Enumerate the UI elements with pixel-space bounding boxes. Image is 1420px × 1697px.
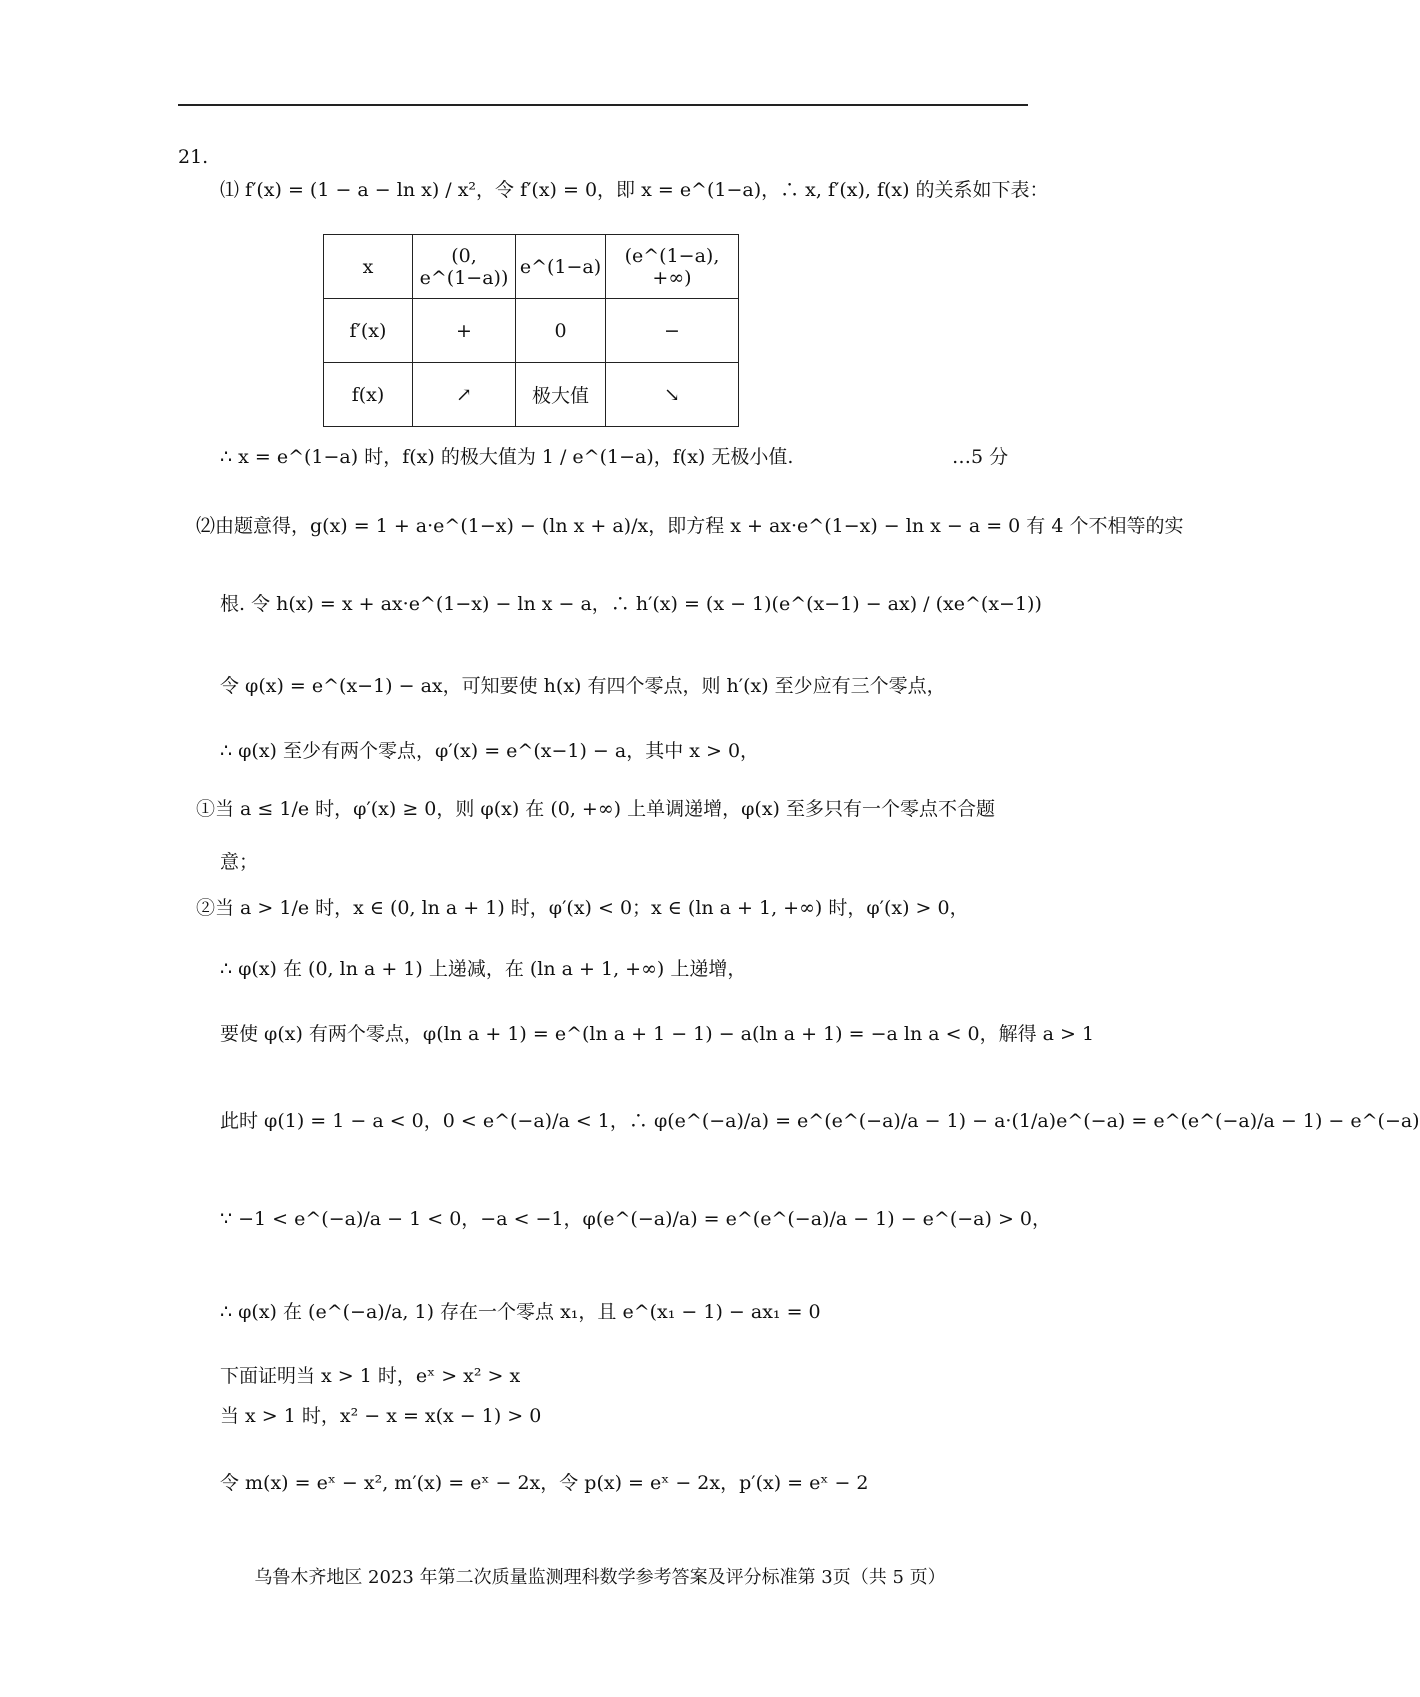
part2-line: ②当 a > 1/e 时，x ∈ (0, ln a + 1) 时，φ′(x) < 0；x ∈ (ln a + 1, +∞) 时，φ′(x) > 0， (196, 897, 969, 919)
page-footer: 乌鲁木齐地区 2023 年第二次质量监测理科数学参考答案及评分标准第 3页（共 5 页） (254, 1567, 946, 1588)
monotonicity-table (323, 234, 739, 427)
header-rule (178, 104, 1028, 106)
table-row (324, 363, 739, 427)
part2-line: ①当 a ≤ 1/e 时，φ′(x) ≥ 0，则 φ(x) 在 (0, +∞) 上单调递增，φ(x) 至多只有一个零点不合题 (196, 798, 996, 820)
table-row (324, 235, 739, 299)
table-cell: + (413, 299, 516, 363)
part1-conclusion: ∴ x = e^(1−a) 时，f(x) 的极大值为 1 / e^(1−a)，f(x) 无极小值. (220, 446, 794, 468)
table-cell: ↘ (606, 363, 739, 427)
table-cell: − (606, 299, 739, 363)
part2-line: ∵ −1 < e^(−a)/a − 1 < 0，−a < −1，φ(e^(−a)/a) = e^(e^(−a)/a − 1) − e^(−a) > 0， (220, 1208, 1051, 1230)
table-cell: ↗ (413, 363, 516, 427)
part2-line: ⑵由题意得，g(x) = 1 + a·e^(1−x) − (ln x + a)/x，即方程 x + ax·e^(1−x) − ln x − a = 0 有 4 个不相等的实 (196, 515, 1184, 537)
part2-line: 当 x > 1 时，x² − x = x(x − 1) > 0 (220, 1405, 542, 1427)
part2-line: 意； (220, 851, 259, 873)
table-cell: e^(1−a) (516, 235, 606, 299)
table-row (324, 299, 739, 363)
table-cell: x (324, 235, 413, 299)
part2-line: 下面证明当 x > 1 时，eˣ > x² > x (220, 1365, 521, 1387)
part2-line: ∴ φ(x) 在 (e^(−a)/a, 1) 存在一个零点 x₁，且 e^(x₁ − 1) − ax₁ = 0 (220, 1301, 821, 1323)
part2-line: 令 m(x) = eˣ − x², m′(x) = eˣ − 2x，令 p(x) = eˣ − 2x，p′(x) = eˣ − 2 (220, 1472, 869, 1494)
table-cell: f′(x) (324, 299, 413, 363)
table-cell: f(x) (324, 363, 413, 427)
table-cell: 极大值 (516, 363, 606, 427)
problem-number: 21. (178, 146, 209, 168)
part2-line: 令 φ(x) = e^(x−1) − ax，可知要使 h(x) 有四个零点，则 h′(x) 至少应有三个零点， (220, 675, 946, 697)
part2-line: ∴ φ(x) 在 (0, ln a + 1) 上递减，在 (ln a + 1, +∞) 上递增， (220, 958, 747, 980)
part2-line: 根. 令 h(x) = x + ax·e^(1−x) − ln x − a，∴ h′(x) = (x − 1)(e^(x−1) − ax) / (xe^(x−1)) (220, 593, 1042, 615)
part2-line: 要使 φ(x) 有两个零点，φ(ln a + 1) = e^(ln a + 1 − 1) − a(ln a + 1) = −a ln a < 0，解得 a > 1 (220, 1023, 1095, 1045)
part2-line: ∴ φ(x) 至少有两个零点，φ′(x) = e^(x−1) − a，其中 x > 0， (220, 740, 760, 762)
table-cell: 0 (516, 299, 606, 363)
part1-derivative-line: ⑴ f′(x) = (1 − a − ln x) / x²，令 f′(x) = 0，即 x = e^(1−a)，∴ x, f′(x), f(x) 的关系如下表： (220, 179, 1049, 201)
table-cell: (0, e^(1−a)) (413, 235, 516, 299)
part2-line: 此时 φ(1) = 1 − a < 0，0 < e^(−a)/a < 1，∴ φ(e^(−a)/a) = e^(e^(−a)/a − 1) − a·(1/a)e^(−a) = e^(e^(−a)/a − 1) − e^(−a) (220, 1110, 1420, 1132)
score-mark: …5 分 (952, 446, 1009, 468)
table-cell: (e^(1−a), +∞) (606, 235, 739, 299)
